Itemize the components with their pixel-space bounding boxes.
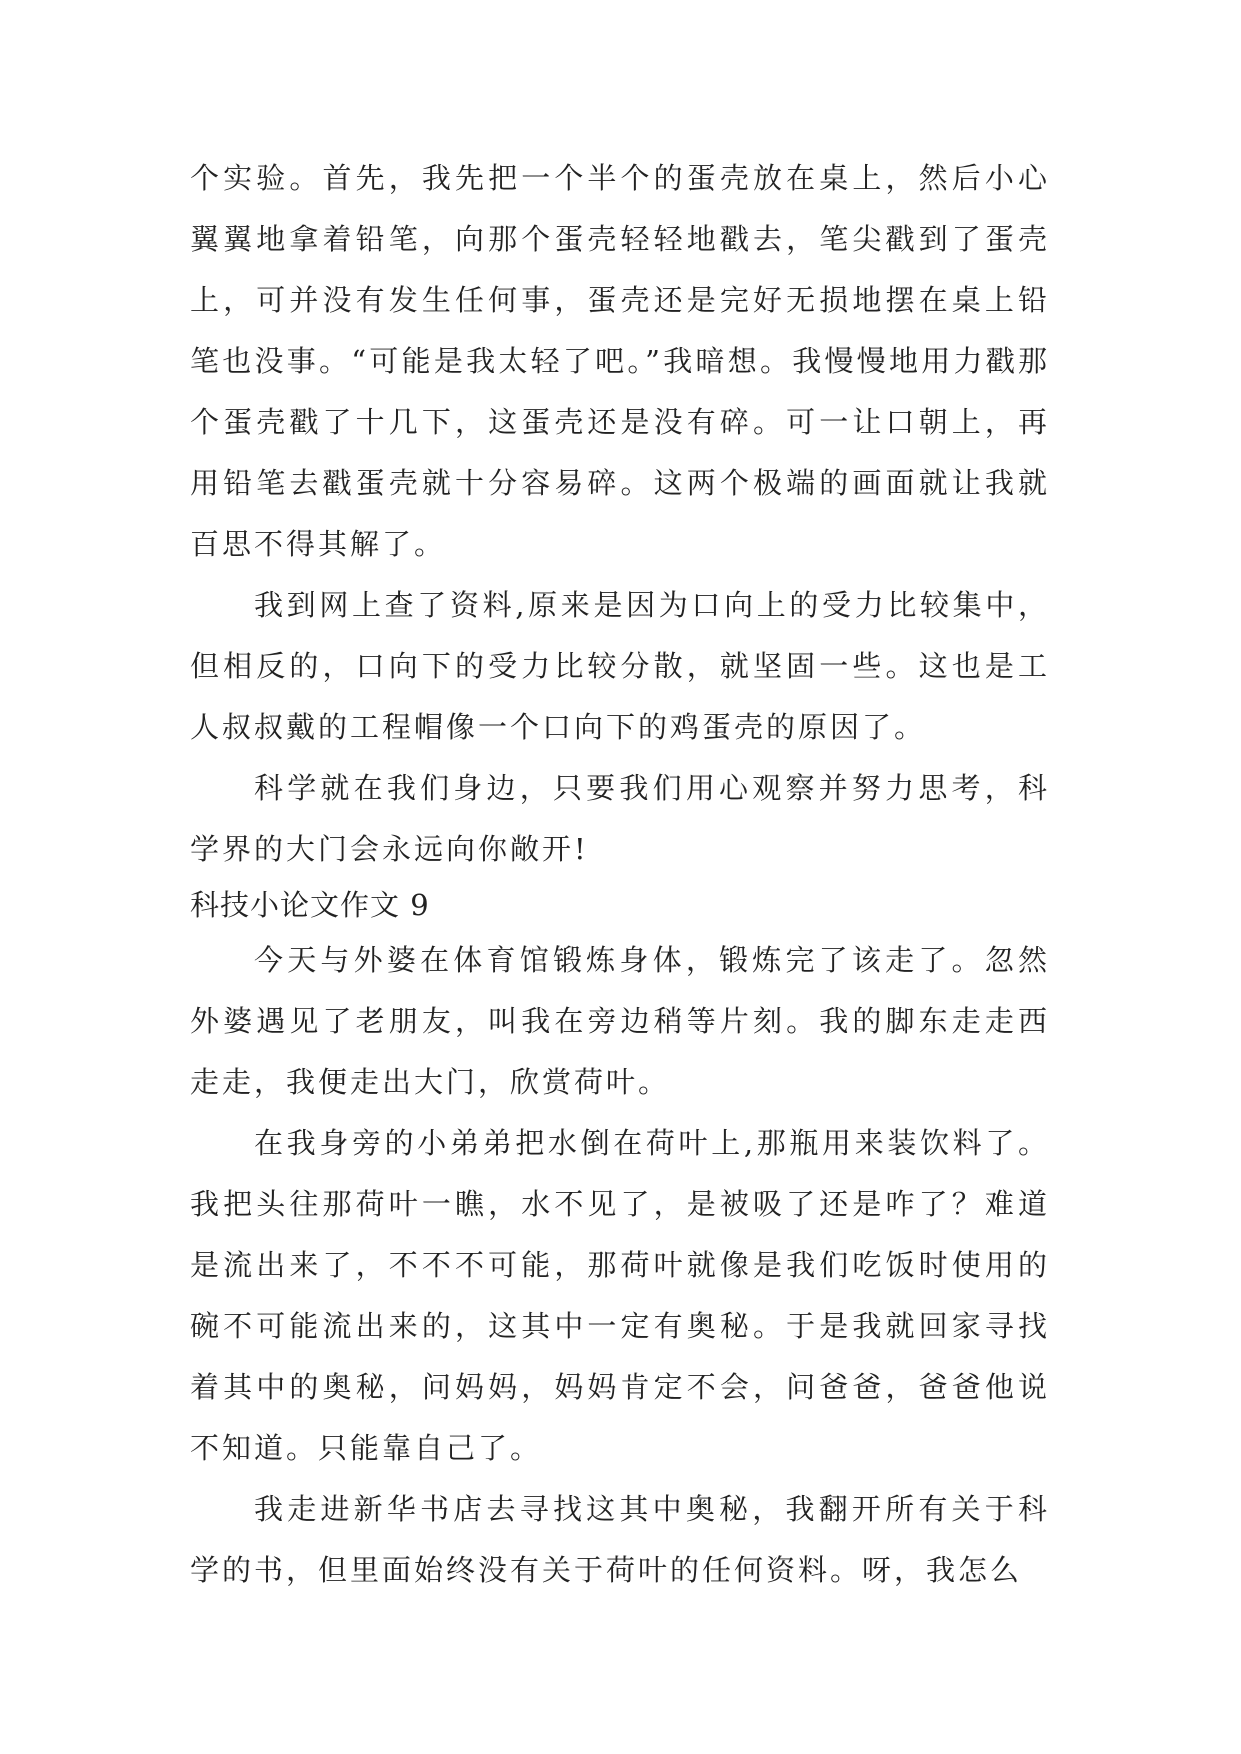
paragraph-science-conclusion: 科学就在我们身边，只要我们用心观察并努力思考，科学界的大门会永远向你敞开! [190,771,1050,866]
section-heading: 科技小论文作文 9 [190,888,430,922]
document-body [190,148,1050,1601]
paragraph-continuation: 个实验。首先，我先把一个半个的蛋壳放在桌上，然后小心翼翼地拿着铅笔，向那个蛋壳轻轻地戳去，笔尖戳到了蛋壳上，可并没有发生任何事，蛋壳还是完好无损地摆在桌上铅笔也没事。“可能是我太轻了吧。”我暗想。我慢慢地用力戳那个蛋壳戳了十几下，这蛋壳还是没有碎。可一让口朝上，再用铅笔去戳蛋壳就十分容易碎。这两个极端的画面就让我就百思不得其解了。 [190,161,1050,561]
paragraph-lotus-water: 在我身旁的小弟弟把水倒在荷叶上,那瓶用来装饮料了。我把头往那荷叶一瞧，水不见了，是被吸了还是咋了？难道是流出来了，不不不可能，那荷叶就像是我们吃饭时使用的碗不可能流出来的，这其中一定有奥秘。于是我就回家寻找着其中的奥秘，问妈妈，妈妈肯定不会，问爸爸，爸爸他说不知道。只能靠自己了。 [190,1126,1050,1465]
paragraph-gym-visit: 今天与外婆在体育馆锻炼身体，锻炼完了该走了。忽然外婆遇见了老朋友，叫我在旁边稍等片刻。我的脚东走走西走走，我便走出大门，欣赏荷叶。 [190,943,1050,1099]
paragraph-bookstore: 我走进新华书店去寻找这其中奥秘，我翻开所有关于科学的书，但里面始终没有关于荷叶的任何资料。呀，我怎么 [190,1492,1050,1587]
paragraph-research-result: 我到网上查了资料,原来是因为口向上的受力比较集中，但相反的，口向下的受力比较分散，就坚固一些。这也是工人叔叔戴的工程帽像一个口向下的鸡蛋壳的原因了。 [190,588,1050,744]
